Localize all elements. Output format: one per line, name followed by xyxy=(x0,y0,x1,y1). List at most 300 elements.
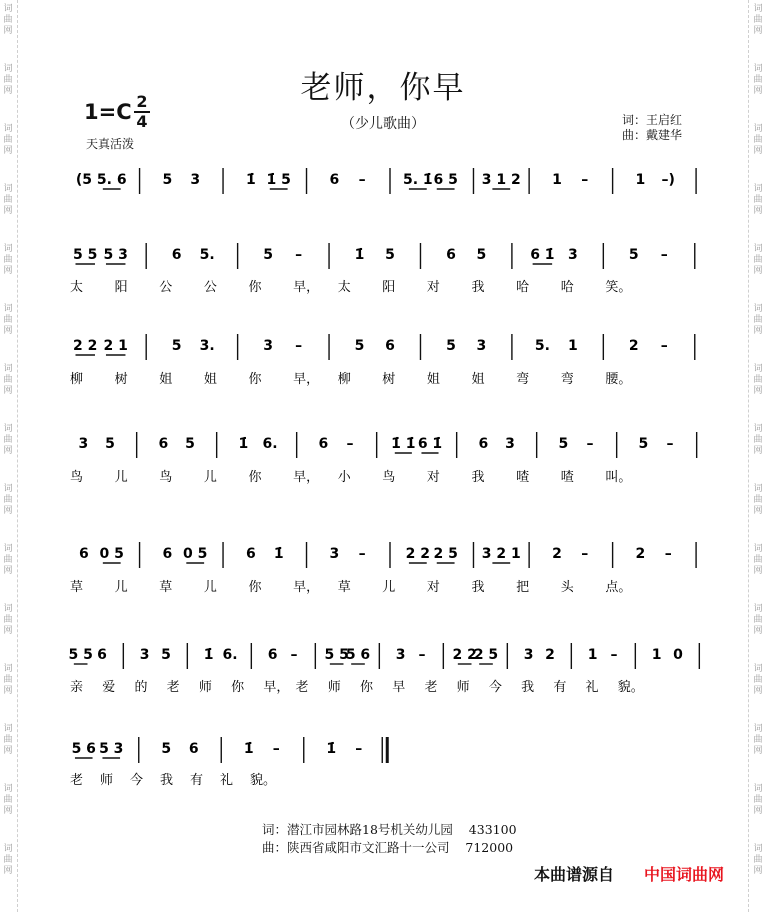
lyric-char: 儿 xyxy=(114,470,128,485)
note-group: 1̇ 5 xyxy=(266,172,291,188)
watermark-char: 网 xyxy=(753,26,763,36)
watermark-char: 网 xyxy=(3,446,13,456)
lyric-char: 早， xyxy=(293,470,320,485)
lyric-char: 把 xyxy=(516,580,530,595)
note-group: – xyxy=(666,436,674,452)
lyric-char: 小 xyxy=(337,470,351,485)
lyric-char: 树 xyxy=(114,372,128,387)
lyric-char: 我 xyxy=(160,773,174,788)
watermark-char: 曲 xyxy=(3,135,13,145)
watermark-group xyxy=(750,604,766,637)
note-group: 6. xyxy=(222,647,238,663)
note-group: (5 xyxy=(75,172,92,188)
lyric-char: 儿 xyxy=(203,580,217,595)
watermark-group xyxy=(0,544,16,577)
note-group: – xyxy=(355,741,363,757)
watermark-char: 网 xyxy=(3,266,13,276)
lyric-char: 早， xyxy=(293,372,320,387)
note-group: 1̇ xyxy=(354,247,365,263)
watermark-char: 曲 xyxy=(753,675,763,685)
right-watermark-strip xyxy=(750,0,766,912)
watermark-char: 词 xyxy=(3,424,13,434)
lyric-char: 儿 xyxy=(114,580,128,595)
composer-credit: 曲：戴建华 xyxy=(622,128,683,142)
lyric-char: 有 xyxy=(190,773,204,788)
lyric-char: 师 xyxy=(100,773,114,788)
watermark-char: 网 xyxy=(3,566,13,576)
lyric-char: 今 xyxy=(488,680,502,695)
watermark-char: 曲 xyxy=(753,255,763,265)
note-group: 3 1 2 xyxy=(481,172,521,188)
lyric-char: 阳 xyxy=(382,280,396,295)
watermark-group xyxy=(0,184,16,217)
watermark-char: 词 xyxy=(3,664,13,674)
lyric-char: 你 xyxy=(248,470,262,485)
note-group: 3 xyxy=(567,247,578,263)
lyric-char: 公 xyxy=(203,280,217,295)
watermark-char: 词 xyxy=(3,364,13,374)
lyric-char: 今 xyxy=(130,773,144,788)
note-group: 1̇ 1̇ xyxy=(391,436,416,452)
watermark-char: 网 xyxy=(753,386,763,396)
lyric-char: 笑。 xyxy=(605,280,632,295)
source-site-link[interactable]: 中国词曲网 xyxy=(644,865,725,884)
watermark-group xyxy=(750,364,766,397)
lyric-char: 礼 xyxy=(585,680,599,695)
watermark-char: 曲 xyxy=(3,615,13,625)
lyric-char: 你 xyxy=(231,680,245,695)
note-group: 6 xyxy=(245,546,256,562)
watermark-group xyxy=(0,664,16,697)
lyric-char: 叫。 xyxy=(605,470,632,485)
note-group: 5 5 xyxy=(68,647,93,663)
note-group: – xyxy=(418,647,426,663)
watermark-char: 曲 xyxy=(753,195,763,205)
watermark-char: 词 xyxy=(3,64,13,74)
note-group: – xyxy=(272,741,280,757)
watermark-char: 词 xyxy=(753,364,763,374)
lyric-char: 点。 xyxy=(605,580,632,595)
note-group: 5 xyxy=(385,247,395,263)
watermark-char: 网 xyxy=(753,326,763,336)
note-group: – xyxy=(664,546,672,562)
watermark-group xyxy=(750,784,766,817)
note-group: 5 5 xyxy=(73,247,98,263)
lyric-char: 阳 xyxy=(114,280,128,295)
note-group: 1̇ xyxy=(273,546,284,562)
time-signature-top: 2 xyxy=(136,92,148,111)
watermark-char: 曲 xyxy=(3,675,13,685)
watermark-char: 词 xyxy=(753,244,763,254)
note-group: 5 6 xyxy=(345,647,371,663)
lyric-char: 早， xyxy=(263,680,290,695)
note-group: 5 6 xyxy=(71,741,96,757)
lyric-char: 哈 xyxy=(516,280,530,295)
key-signature: 1=C xyxy=(84,100,132,124)
watermark-char: 曲 xyxy=(3,795,13,805)
lyric-char: 貌。 xyxy=(617,680,644,695)
note-group: 1 xyxy=(635,172,646,188)
note-group: – xyxy=(610,647,618,663)
lyric-char: 草 xyxy=(70,580,84,595)
lyric-char: 老 xyxy=(166,680,180,695)
note-group: 6 xyxy=(446,247,456,263)
watermark-char: 词 xyxy=(3,544,13,554)
watermark-char: 网 xyxy=(3,146,13,156)
watermark-group xyxy=(750,304,766,337)
note-group: 3 xyxy=(476,338,487,354)
watermark-char: 网 xyxy=(753,506,763,516)
note-group: 3 xyxy=(329,546,340,562)
watermark-char: 网 xyxy=(753,146,763,156)
note-group: – xyxy=(581,172,589,188)
watermark-char: 网 xyxy=(3,86,13,96)
watermark-char: 曲 xyxy=(3,15,13,25)
lyric-char: 树 xyxy=(382,372,396,387)
source-label: 本曲谱源自 xyxy=(534,865,615,884)
lyric-char: 姐 xyxy=(159,372,173,387)
watermark-char: 曲 xyxy=(753,135,763,145)
watermark-group xyxy=(750,184,766,217)
watermark-char: 词 xyxy=(3,484,13,494)
lyric-line xyxy=(66,362,716,394)
note-group: 5 xyxy=(105,436,115,452)
note-group: 3 xyxy=(263,338,273,354)
lyric-line xyxy=(66,763,716,795)
lyricist-address: 词：潜江市园林路18号机关幼儿园 433100 xyxy=(262,822,517,837)
notation-line xyxy=(66,540,716,572)
watermark-char: 曲 xyxy=(3,555,13,565)
watermark-char: 曲 xyxy=(753,75,763,85)
watermark-char: 网 xyxy=(753,746,763,756)
note-group: 5 xyxy=(446,338,456,354)
note-group: 2 2 xyxy=(73,338,98,354)
watermark-char: 曲 xyxy=(753,375,763,385)
note-group: – xyxy=(346,436,354,452)
note-group: 5. 1̇ xyxy=(402,172,433,188)
lyric-char: 对 xyxy=(426,580,440,595)
note-group: 6 xyxy=(478,436,489,452)
watermark-char: 词 xyxy=(753,844,763,854)
watermark-group xyxy=(0,304,16,337)
watermark-char: 词 xyxy=(753,64,763,74)
lyric-char: 姐 xyxy=(426,372,440,387)
watermark-char: 词 xyxy=(3,4,13,14)
song-subtitle: （少儿歌曲） xyxy=(341,116,425,132)
watermark-char: 词 xyxy=(753,724,763,734)
lyric-char: 公 xyxy=(159,280,173,295)
watermark-char: 网 xyxy=(753,806,763,816)
watermark-char: 网 xyxy=(3,746,13,756)
lyric-char: 姐 xyxy=(203,372,217,387)
note-group: 6 xyxy=(318,436,329,452)
note-group: 3 2 1 xyxy=(481,546,521,562)
note-group: 5 xyxy=(354,338,365,354)
watermark-char: 网 xyxy=(753,686,763,696)
note-group: – xyxy=(660,247,668,263)
note-group: 2 xyxy=(545,647,555,663)
watermark-char: 词 xyxy=(3,124,13,134)
lyric-char: 早 xyxy=(392,680,406,695)
lyric-char: 早， xyxy=(293,280,320,295)
lyric-char: 你 xyxy=(248,280,262,295)
note-group: 1̇ xyxy=(203,647,214,663)
note-group: 6 xyxy=(188,741,199,757)
note-group: –) xyxy=(661,172,675,188)
lyric-char: 儿 xyxy=(382,580,396,595)
lyric-char: 弯 xyxy=(516,372,530,387)
watermark-group xyxy=(750,544,766,577)
watermark-char: 曲 xyxy=(3,195,13,205)
watermark-group xyxy=(750,244,766,277)
lyric-char: 我 xyxy=(471,470,485,485)
watermark-char: 词 xyxy=(753,484,763,494)
watermark-group xyxy=(0,784,16,817)
watermark-char: 曲 xyxy=(753,555,763,565)
note-group: 5 3 xyxy=(99,741,124,757)
watermark-char: 网 xyxy=(3,866,13,876)
lyric-char: 礼 xyxy=(220,773,234,788)
note-group: – xyxy=(586,436,594,452)
note-group: 6 xyxy=(79,546,89,562)
watermark-group xyxy=(0,484,16,517)
watermark-char: 网 xyxy=(753,86,763,96)
note-group: 3 xyxy=(78,436,89,452)
note-group: 6 xyxy=(171,247,182,263)
lyric-line xyxy=(66,460,716,492)
lyric-char: 头 xyxy=(560,580,574,595)
watermark-group xyxy=(750,4,766,37)
watermark-group xyxy=(750,844,766,877)
tempo-marking: 天真活泼 xyxy=(86,137,135,151)
note-group: 5 xyxy=(638,436,649,452)
watermark-char: 词 xyxy=(753,424,763,434)
watermark-char: 曲 xyxy=(3,855,13,865)
note-group: – xyxy=(358,546,366,562)
watermark-group xyxy=(0,364,16,397)
note-group: – xyxy=(295,247,303,263)
note-group: 3 xyxy=(505,436,515,452)
lyric-line xyxy=(66,670,716,702)
watermark-char: 曲 xyxy=(3,255,13,265)
note-group: – xyxy=(290,647,298,663)
note-group: 5 xyxy=(628,247,639,263)
notation-line xyxy=(66,332,716,364)
watermark-char: 网 xyxy=(3,626,13,636)
note-group: 5. xyxy=(199,247,215,263)
note-group: 6 1̇ xyxy=(417,436,443,452)
watermark-char: 曲 xyxy=(753,855,763,865)
lyric-char: 柳 xyxy=(337,372,351,387)
note-group: 6. xyxy=(262,436,278,452)
notation-line xyxy=(66,241,716,273)
lyric-char: 我 xyxy=(471,280,485,295)
lyric-char: 儿 xyxy=(203,470,217,485)
note-group: 2 1 xyxy=(103,338,128,354)
watermark-char: 网 xyxy=(3,386,13,396)
watermark-char: 词 xyxy=(753,784,763,794)
lyric-char: 太 xyxy=(337,280,351,295)
note-group: 5 xyxy=(161,647,171,663)
song-title: 老师，你早 xyxy=(300,70,466,106)
watermark-char: 网 xyxy=(753,446,763,456)
note-group: 6 xyxy=(385,338,395,354)
lyric-char: 哈 xyxy=(560,280,574,295)
lyric-char: 有 xyxy=(553,680,567,695)
watermark-group xyxy=(750,484,766,517)
lyric-char: 师 xyxy=(198,680,212,695)
lyric-char: 对 xyxy=(426,280,440,295)
note-group: 5. 6 xyxy=(96,172,127,188)
lyric-char: 鸟 xyxy=(70,470,84,485)
lyricist-credit: 词：王启红 xyxy=(622,113,683,127)
watermark-char: 曲 xyxy=(3,735,13,745)
note-group: 2 2 xyxy=(405,546,431,562)
note-group: 5 3 xyxy=(103,247,128,263)
note-group: 6 1̇ xyxy=(530,247,555,263)
watermark-group xyxy=(0,604,16,637)
watermark-char: 曲 xyxy=(3,435,13,445)
watermark-char: 词 xyxy=(753,4,763,14)
composer-address: 曲：陕西省咸阳市文汇路十一公司 712000 xyxy=(262,840,514,855)
lyric-char: 早， xyxy=(293,580,320,595)
watermark-char: 词 xyxy=(753,124,763,134)
note-group: – xyxy=(660,338,668,354)
note-group: – xyxy=(581,546,589,562)
watermark-group xyxy=(0,4,16,37)
lyric-char: 鸟 xyxy=(382,470,396,485)
watermark-char: 曲 xyxy=(753,495,763,505)
watermark-char: 词 xyxy=(753,664,763,674)
notation-line xyxy=(66,430,716,462)
note-group: 2 xyxy=(635,546,646,562)
lyric-char: 你 xyxy=(248,580,262,595)
watermark-group xyxy=(0,424,16,457)
lyric-char: 师 xyxy=(327,680,341,695)
watermark-char: 曲 xyxy=(753,435,763,445)
watermark-char: 曲 xyxy=(3,375,13,385)
note-group: 1̇ xyxy=(245,172,256,188)
note-group: 2 2 xyxy=(452,647,477,663)
notation-line xyxy=(66,641,716,673)
note-group: 5. xyxy=(534,338,550,354)
watermark-char: 网 xyxy=(3,506,13,516)
watermark-char: 网 xyxy=(3,206,13,216)
watermark-char: 网 xyxy=(753,626,763,636)
watermark-group xyxy=(0,724,16,757)
watermark-char: 曲 xyxy=(753,795,763,805)
watermark-char: 网 xyxy=(753,566,763,576)
lyric-char: 老 xyxy=(295,680,309,695)
note-group: 3 xyxy=(395,647,406,663)
time-signature xyxy=(134,94,150,130)
lyric-char: 貌。 xyxy=(250,773,277,788)
lyric-line xyxy=(66,570,716,602)
note-group: 5 xyxy=(171,338,182,354)
note-group: 3 xyxy=(139,647,150,663)
note-group: – xyxy=(295,338,303,354)
lyric-char: 喳 xyxy=(560,470,574,485)
lyric-char: 腰。 xyxy=(605,372,632,387)
lyric-char: 弯 xyxy=(560,372,574,387)
watermark-group xyxy=(750,724,766,757)
note-group: 6 xyxy=(329,172,340,188)
watermark-char: 词 xyxy=(753,184,763,194)
lyric-char: 的 xyxy=(134,680,148,695)
note-group: 5 xyxy=(162,172,173,188)
lyric-char: 你 xyxy=(360,680,374,695)
watermark-char: 曲 xyxy=(3,315,13,325)
note-group: 1̇ xyxy=(238,436,249,452)
lyric-char: 我 xyxy=(471,580,485,595)
watermark-char: 网 xyxy=(3,326,13,336)
time-signature-bottom: 4 xyxy=(136,112,148,131)
note-group: 3. xyxy=(199,338,215,354)
lyric-line xyxy=(66,270,716,302)
note-group: 1̇ xyxy=(243,741,254,757)
watermark-char: 网 xyxy=(753,206,763,216)
lyric-char: 我 xyxy=(521,680,535,695)
lyric-char: 柳 xyxy=(70,372,84,387)
watermark-char: 词 xyxy=(3,844,13,854)
watermark-char: 网 xyxy=(3,686,13,696)
note-group: 0 5 xyxy=(183,546,208,562)
watermark-char: 曲 xyxy=(753,735,763,745)
left-watermark-strip xyxy=(0,0,16,912)
watermark-char: 词 xyxy=(753,604,763,614)
note-group: 2 5 xyxy=(433,546,458,562)
note-group: 2 5 xyxy=(473,647,499,663)
note-group: 6 xyxy=(97,647,107,663)
watermark-char: 词 xyxy=(3,604,13,614)
watermark-group xyxy=(0,244,16,277)
note-group: 1 xyxy=(587,647,598,663)
watermark-char: 词 xyxy=(753,304,763,314)
lyric-char: 对 xyxy=(426,470,440,485)
lyric-char: 老 xyxy=(70,773,84,788)
note-group: 0 xyxy=(673,647,683,663)
note-group: 6 xyxy=(158,436,169,452)
note-group: 2 xyxy=(628,338,639,354)
note-group: 1 xyxy=(552,172,562,188)
note-group: 5 xyxy=(558,436,569,452)
watermark-char: 曲 xyxy=(753,615,763,625)
notation-line xyxy=(66,166,716,198)
watermark-char: 词 xyxy=(3,784,13,794)
note-group: 5 5 xyxy=(324,647,349,663)
watermark-char: 词 xyxy=(753,544,763,554)
note-group: 6 xyxy=(162,546,173,562)
lyric-char: 喳 xyxy=(516,470,530,485)
watermark-char: 网 xyxy=(3,806,13,816)
watermark-char: 网 xyxy=(753,266,763,276)
note-group: 0 5 xyxy=(99,546,124,562)
lyric-char: 鸟 xyxy=(159,470,173,485)
note-group: 5 xyxy=(185,436,195,452)
watermark-char: 词 xyxy=(3,724,13,734)
note-group: 5 xyxy=(263,247,273,263)
note-group: 3 xyxy=(190,172,201,188)
watermark-char: 曲 xyxy=(753,15,763,25)
lyric-char: 草 xyxy=(337,580,351,595)
note-group: 2 xyxy=(552,546,562,562)
lyric-char: 你 xyxy=(248,372,262,387)
watermark-group xyxy=(750,664,766,697)
watermark-char: 曲 xyxy=(753,315,763,325)
lyric-char: 太 xyxy=(70,280,84,295)
note-group: 3 xyxy=(523,647,534,663)
watermark-char: 词 xyxy=(3,244,13,254)
